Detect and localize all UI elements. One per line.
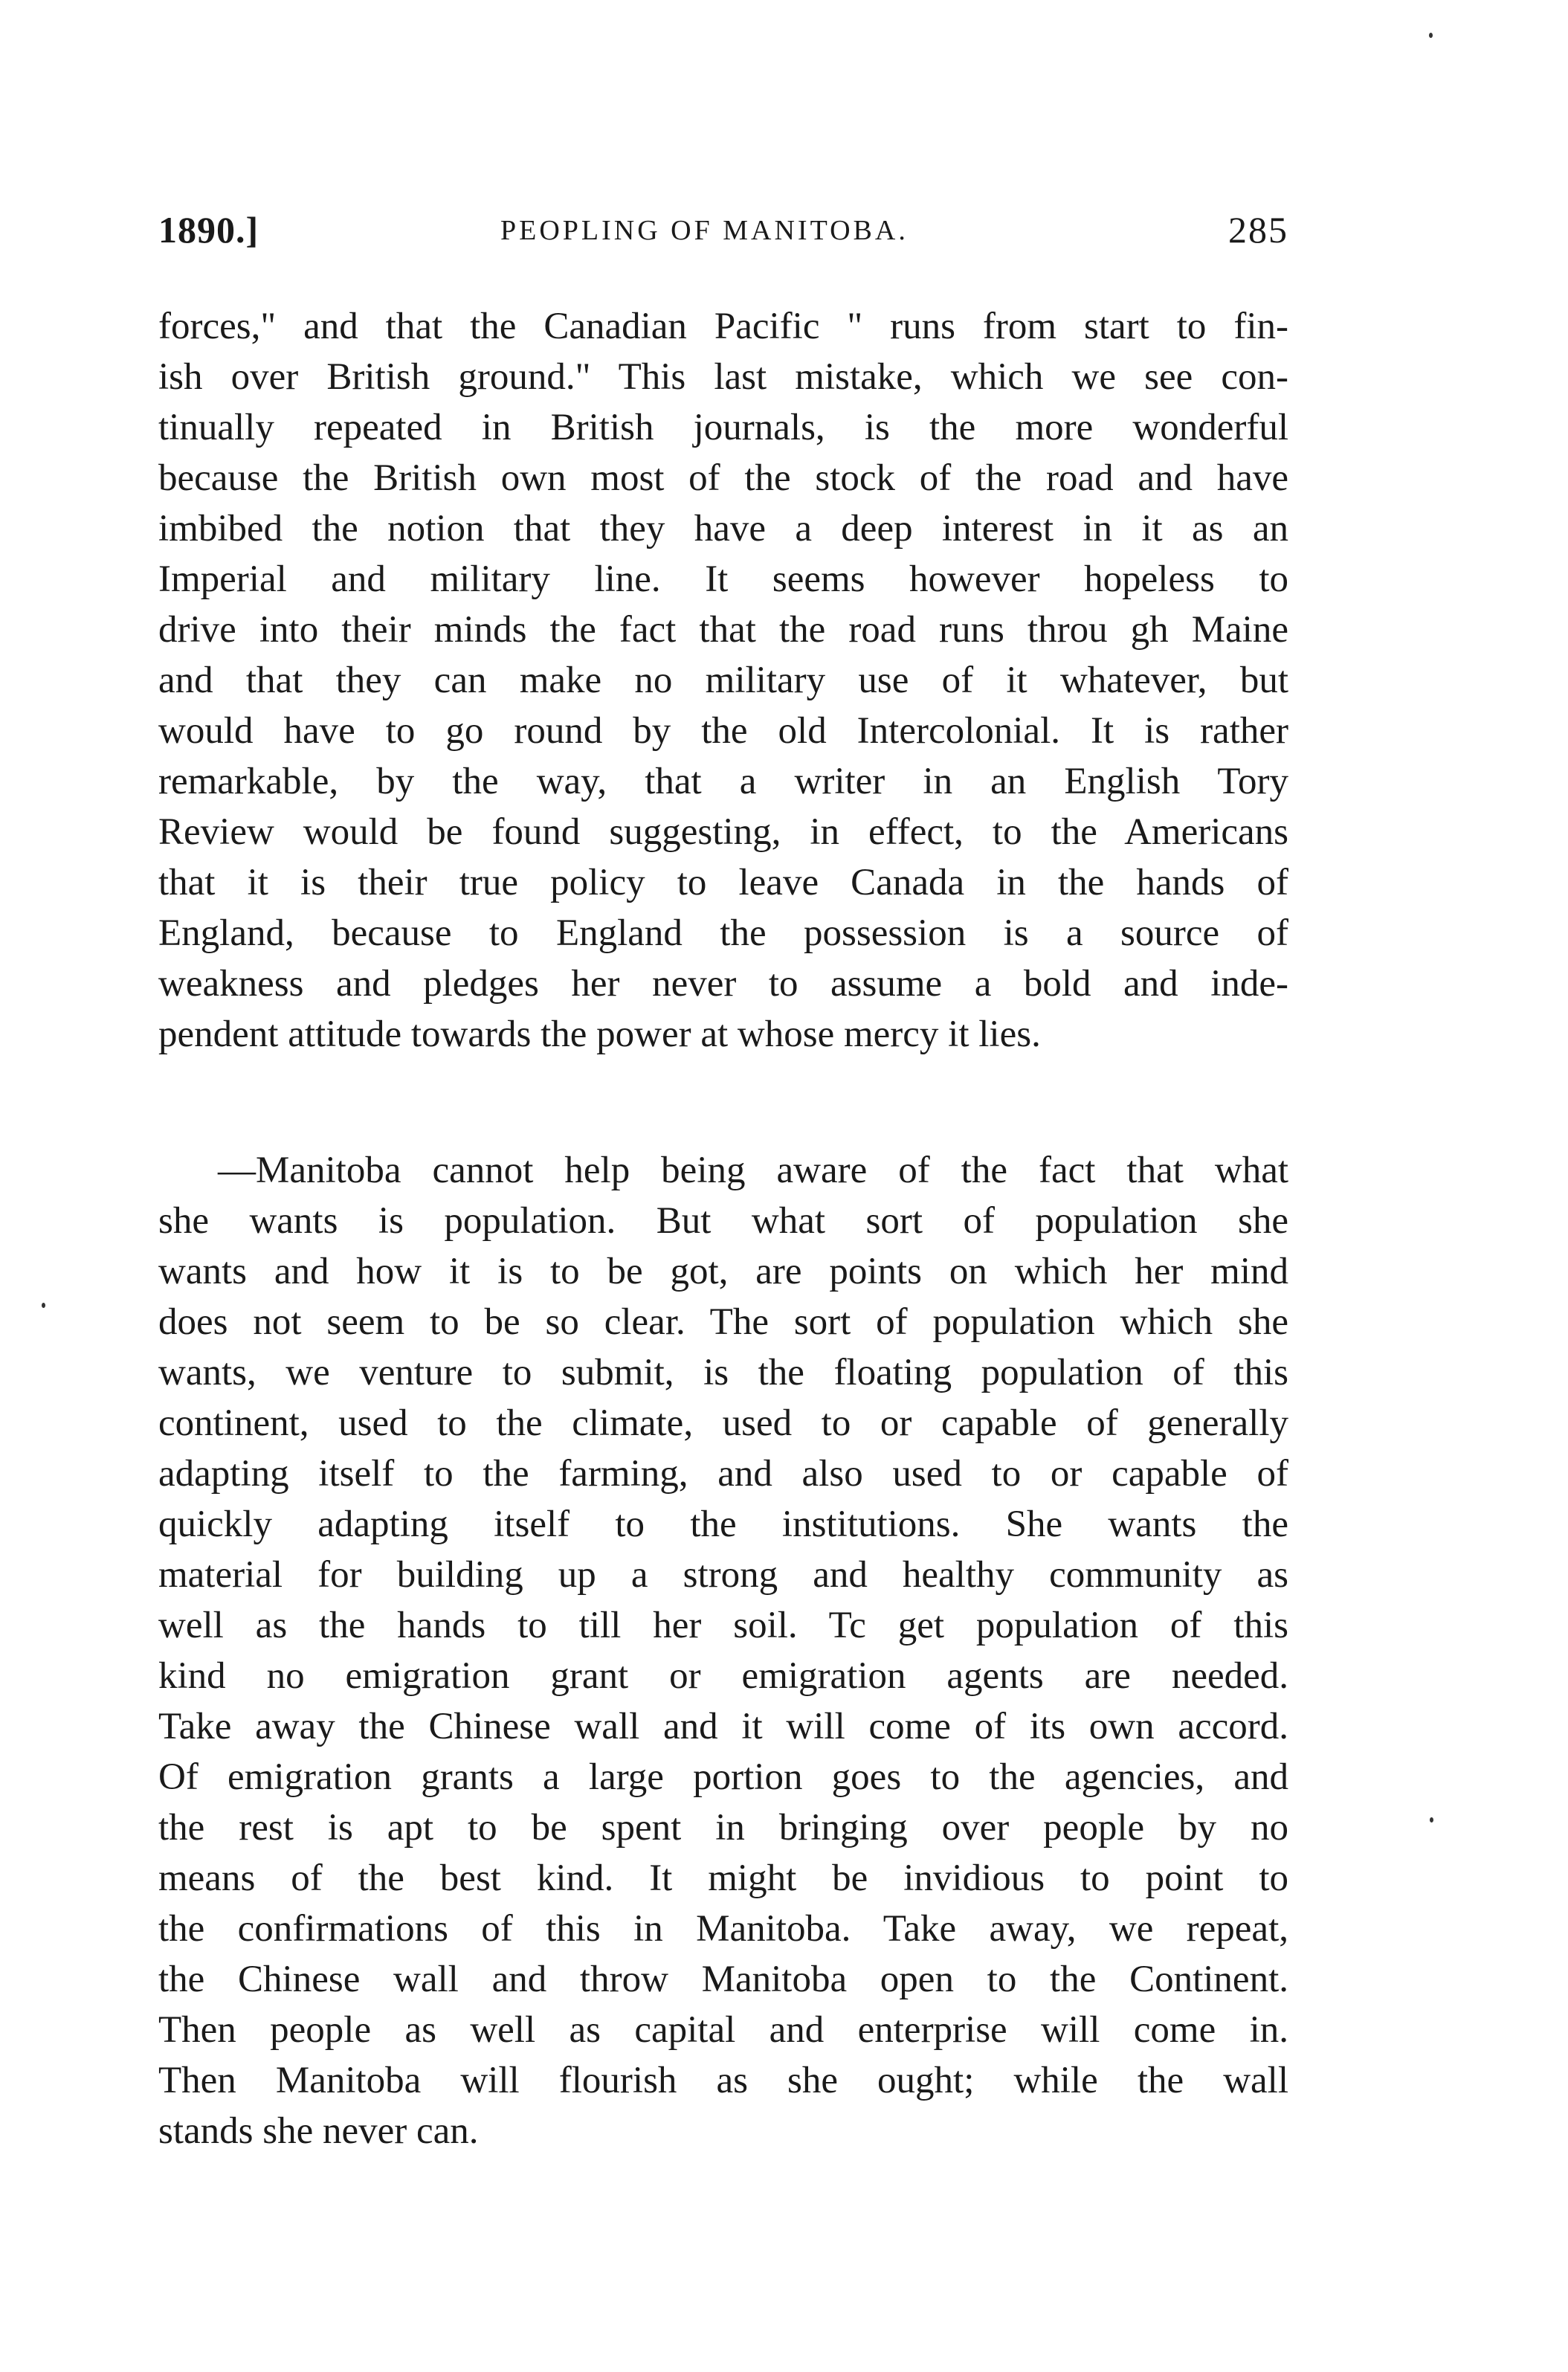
text-line: quickly adapting itself to the institutions. She wants the bbox=[158, 1504, 1288, 1545]
text-line: the confirmations of this in Manitoba. Take away, we repeat, bbox=[158, 1908, 1288, 1950]
text-line: does not seem to be so clear. The sort of population which she bbox=[158, 1301, 1288, 1343]
text-line: weakness and pledges her never to assume a bold and inde- bbox=[158, 963, 1288, 1005]
text-line: Then people as well as capital and enterprise will come in. bbox=[158, 2009, 1288, 2051]
text-line: well as the hands to till her soil. Tc get population of this bbox=[158, 1605, 1288, 1646]
header-title: PEOPLING OF MANITOBA. bbox=[500, 215, 909, 246]
scan-speck bbox=[42, 1303, 45, 1308]
text-line: and that they can make no military use of it whatever, but bbox=[158, 660, 1288, 701]
paragraph-1 bbox=[158, 301, 1288, 1060]
text-line: stands she never can. bbox=[158, 2110, 479, 2152]
text-line: material for building up a strong and healthy community as bbox=[158, 1554, 1288, 1596]
text-line: adapting itself to the farming, and also used to or capable of bbox=[158, 1453, 1288, 1495]
text-line: ish over British ground." This last mistake, which we see con- bbox=[158, 356, 1288, 398]
text-line: forces," and that the Canadian Pacific " runs from start to fin- bbox=[158, 306, 1288, 347]
text-line: remarkable, by the way, that a writer in an English Tory bbox=[158, 761, 1288, 802]
text-line: drive into their minds the fact that the road runs throu gh Maine bbox=[158, 609, 1288, 651]
scan-speck bbox=[1429, 33, 1433, 38]
text-line: imbibed the notion that they have a deep interest in it as an bbox=[158, 508, 1288, 550]
scan-speck bbox=[1430, 1817, 1433, 1822]
text-line: wants, we venture to submit, is the floating population of this bbox=[158, 1352, 1288, 1393]
text-line: the Chinese wall and throw Manitoba open to the Continent. bbox=[158, 1959, 1288, 2000]
text-line: because the British own most of the stock of the road and have bbox=[158, 457, 1288, 499]
text-line: kind no emigration grant or emigration agents are needed. bbox=[158, 1655, 1288, 1697]
paragraph-2 bbox=[158, 1145, 1288, 2156]
text-line: Imperial and military line. It seems however hopeless to bbox=[158, 558, 1288, 600]
text-line: Review would be found suggesting, in effect, to the Americans bbox=[158, 811, 1288, 853]
text-line: Of emigration grants a large portion goes to the agencies, and bbox=[158, 1756, 1288, 1798]
text-line: —Manitoba cannot help being aware of the fact that what bbox=[218, 1150, 1288, 1191]
text-line: means of the best kind. It might be invidious to point to bbox=[158, 1857, 1288, 1899]
text-line: she wants is population. But what sort of population she bbox=[158, 1200, 1288, 1242]
text-line: Then Manitoba will flourish as she ought; while the wall bbox=[158, 2060, 1288, 2101]
text-line: the rest is apt to be spent in bringing over people by no bbox=[158, 1807, 1288, 1849]
text-line: wants and how it is to be got, are points on which her mind bbox=[158, 1251, 1288, 1292]
page-number: 285 bbox=[1228, 209, 1288, 251]
text-line: continent, used to the climate, used to or capable of generally bbox=[158, 1402, 1288, 1444]
text-line: tinually repeated in British journals, is the more wonderful bbox=[158, 407, 1288, 448]
text-line: that it is their true policy to leave Canada in the hands of bbox=[158, 862, 1288, 903]
running-header bbox=[158, 208, 1288, 268]
header-year: 1890.] bbox=[158, 209, 259, 251]
text-line: England, because to England the possession is a source of bbox=[158, 912, 1288, 954]
text-line: would have to go round by the old Intercolonial. It is rather bbox=[158, 710, 1288, 752]
text-line: Take away the Chinese wall and it will come of its own accord. bbox=[158, 1706, 1288, 1747]
text-line: pendent attitude towards the power at whose mercy it lies. bbox=[158, 1013, 1041, 1055]
